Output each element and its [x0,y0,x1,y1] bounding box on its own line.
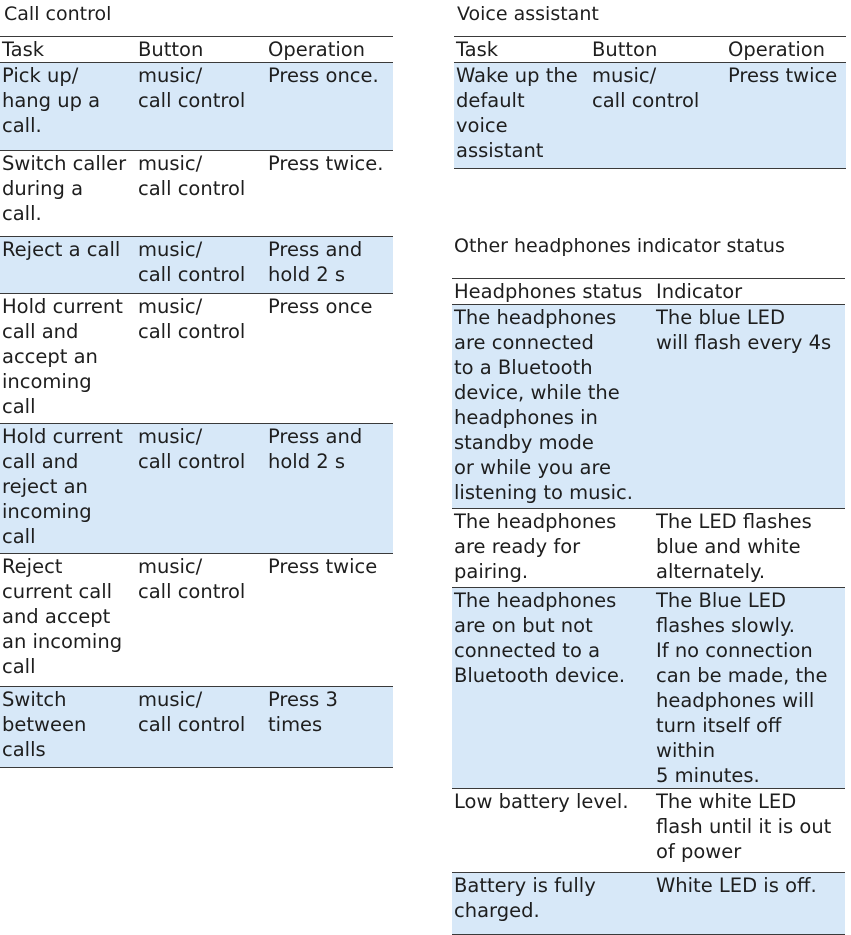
cell-operation: Press once [268,295,373,318]
cell-operation: Press 3 times [266,687,393,768]
column-header-task: Task [2,38,45,61]
cell-operation: Press and hold 2 s [266,424,393,554]
cell-button: music/ call control [138,152,246,200]
cell-status: The headphones are ready for pairing. [454,510,617,583]
table-row [454,63,846,169]
table-header-row [454,37,846,63]
cell-button: music/ call control [138,295,246,343]
call-control-rows [0,63,393,768]
cell-task: Hold current call and reject an incoming call [0,424,136,554]
cell-indicator: The Blue LED flashes slowly. If no connection can be made, the headphones will turn itself off within 5 minutes. [654,588,845,789]
cell-operation: Press twice [726,63,846,169]
cell-task: Switch caller during a call. [2,152,127,225]
column-header-operation: Operation [728,38,826,61]
cell-task: Reject a call [0,237,136,294]
voice-assistant-rows [454,63,846,169]
cell-task: Pick up/ hang up a call. [0,63,136,151]
table-row [452,873,845,935]
cell-button: music/ call control [590,63,726,169]
cell-indicator: The LED flashes blue and white alternately. [656,510,812,583]
cell-button: music/ call control [136,424,266,554]
cell-operation: Press once. [266,63,393,151]
cell-indicator: The blue LED will flash every 4s [654,305,845,509]
cell-status: Battery is fully charged. [452,873,654,935]
voice-assistant-table [454,36,846,169]
cell-status: The headphones are connected to a Bluetooth device, while the headphones in standby mode or while you are listening to music. [452,305,654,509]
voice-assistant-title: Voice assistant [457,3,599,25]
cell-task: Wake up the default voice assistant [454,63,590,169]
call-control-table [0,36,393,768]
table-row [0,687,393,768]
column-header-button: Button [592,38,658,61]
table-row [452,509,845,588]
table-header-row [0,37,393,63]
table-row [0,237,393,294]
table-row [452,305,845,509]
cell-task: Hold current call and accept an incoming call [2,295,123,418]
cell-button: music/ call control [136,237,266,294]
indicator-status-title: Other headphones indicator status [454,235,785,257]
cell-operation: Press twice [268,555,378,578]
table-row [452,789,845,873]
indicator-status-table [452,278,845,935]
column-header-operation: Operation [268,38,366,61]
cell-operation: Press twice. [268,152,384,175]
cell-status: Low battery level. [454,790,629,813]
cell-indicator: The white LED flash until it is out of power [656,790,832,863]
call-control-title: Call control [4,3,112,25]
table-row [0,294,393,424]
table-row [0,63,393,151]
cell-operation: Press and hold 2 s [266,237,393,294]
column-header-button: Button [138,38,204,61]
table-row [0,424,393,554]
indicator-status-rows [452,305,845,935]
table-header-row [452,279,845,305]
column-header-indicator: Indicator [656,280,743,303]
column-header-task: Task [456,38,499,61]
cell-status: The headphones are on but not connected to a Bluetooth device. [452,588,654,789]
cell-task: Switch between calls [0,687,136,768]
table-row [0,151,393,237]
cell-button: music/ call control [138,555,246,603]
column-header-headphones-status: Headphones status [454,280,643,303]
table-row [0,554,393,687]
cell-button: music/ call control [136,63,266,151]
cell-indicator: White LED is off. [654,873,845,935]
cell-button: music/ call control [136,687,266,768]
table-row [452,588,845,789]
cell-task: Reject current call and accept an incoming call [2,555,123,678]
